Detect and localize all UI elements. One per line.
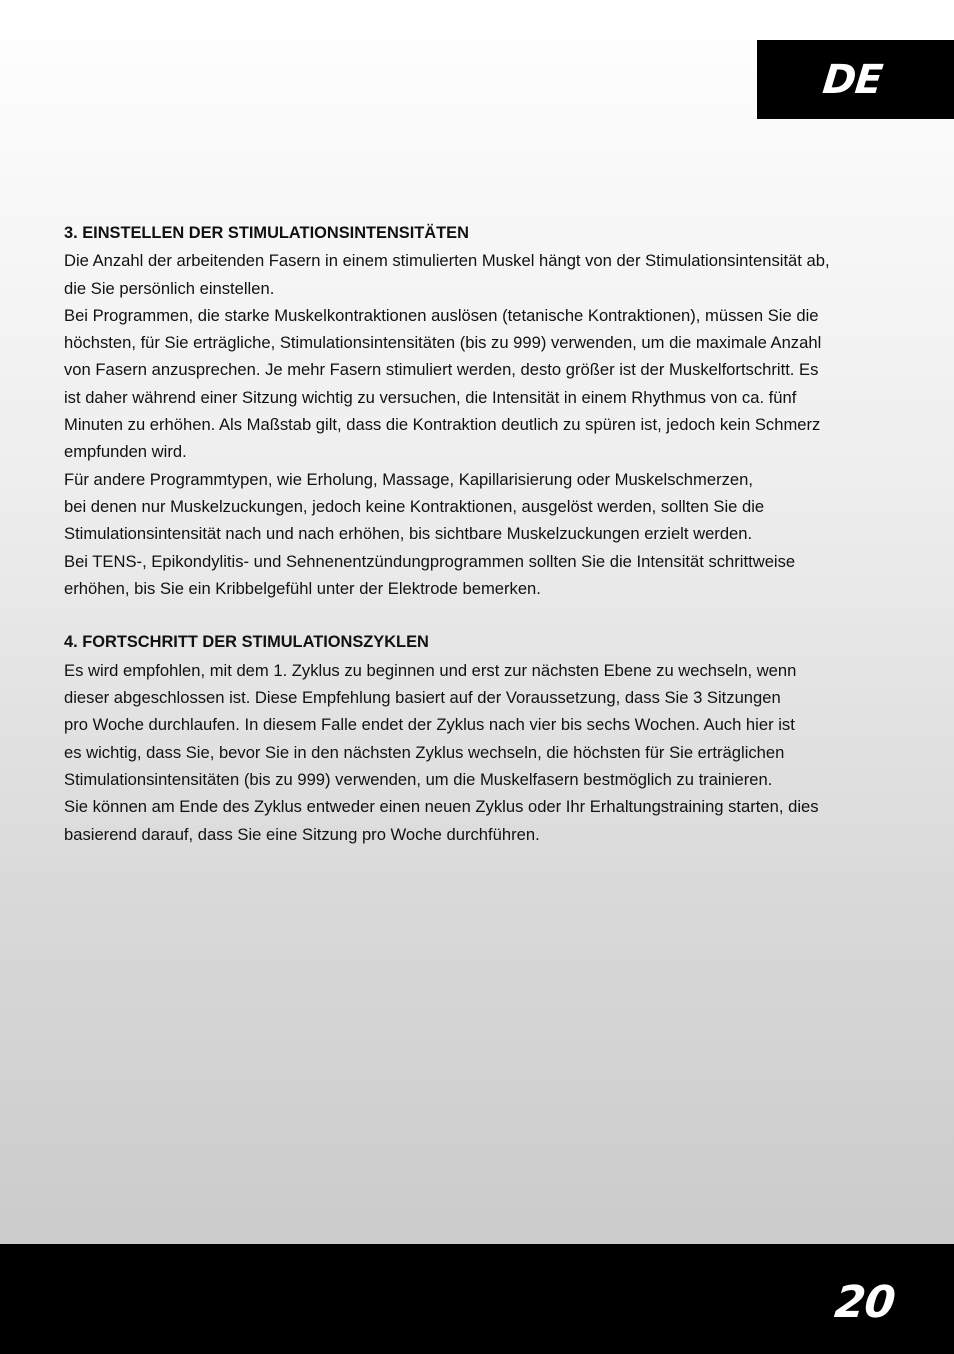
language-tab <box>757 40 954 119</box>
page-number: 20 <box>832 1277 897 1328</box>
section-title: 3. EINSTELLEN DER STIMULATIONSINTENSITÄTEN <box>64 224 469 242</box>
language-label: DE <box>820 57 884 103</box>
section-body: Es wird empfohlen, mit dem 1. Zyklus zu beginnen und erst zur nächsten Ebene zu wechseln, wenn dieser abgeschlossen ist. Diese Empfehlung basiert auf der Voraussetzung, dass Sie 3 Sitzungen pro Woche durchlaufen. In diesem Falle endet der Zyklus nach vier bis sechs Wochen. Auch hier ist es wichtig, dass Sie, bevor Sie in den nächsten Zyklus wechseln, die höchsten für Sie erträglichen Stimulationsintensitäten (bis zu 999) verwenden, um die Muskelfasern bestmöglich zu trainieren. Sie können am Ende des Zyklus entweder einen neuen Zyklus oder Ihr Erhaltungstraining starten, dies basierend darauf, dass Sie eine Sitzung pro Woche durchführen. <box>64 660 819 844</box>
page-footer <box>0 1244 954 1354</box>
section-title: 4. FORTSCHRITT DER STIMULATIONSZYKLEN <box>64 633 429 652</box>
section-stimulation-intensity <box>64 220 884 602</box>
page-content <box>64 220 884 848</box>
section-body: Die Anzahl der arbeitenden Fasern in einem stimulierten Muskel hängt von der Stimulationsintensität ab, die Sie persönlich einstellen. Bei Programmen, die starke Muskelkontraktionen auslösen (tetanische Kontraktionen), müssen Sie die höchsten, für Sie erträgliche, Stimulationsintensitäten (bis zu 999) verwenden, um die maximale Anzahl von Fasern anzusprechen. Je mehr Fasern stimuliert werden, desto größer ist der Muskelfortschritt. Es ist daher während einer Sitzung wichtig zu versuchen, die Intensität in einem Rhythmus von ca. fünf Minuten zu erhöhen. Als Maßstab gilt, dass die Kontraktion deutlich zu spüren ist, jedoch kein Schmerz empfunden wird. Für andere Programmtypen, wie Erholung, Massage, Kapillarisierung oder Muskelschmerzen, bei denen nur Muskelzuckungen, jedoch keine Kontraktionen, ausgelöst werden, sollten Sie die Stimulationsintensität nach und nach erhöhen, bis sichtbare Muskelzuckungen erzielt werden. Bei TENS-, Epikondylitis- und Sehnenentzündungprogrammen sollten Sie die Intensität schrittweise erhöhen, bis Sie ein Kribbelgefühl unter der Elektrode bemerken. <box>64 251 830 598</box>
section-spacer <box>64 602 884 629</box>
section-cycle-progress <box>64 629 884 847</box>
